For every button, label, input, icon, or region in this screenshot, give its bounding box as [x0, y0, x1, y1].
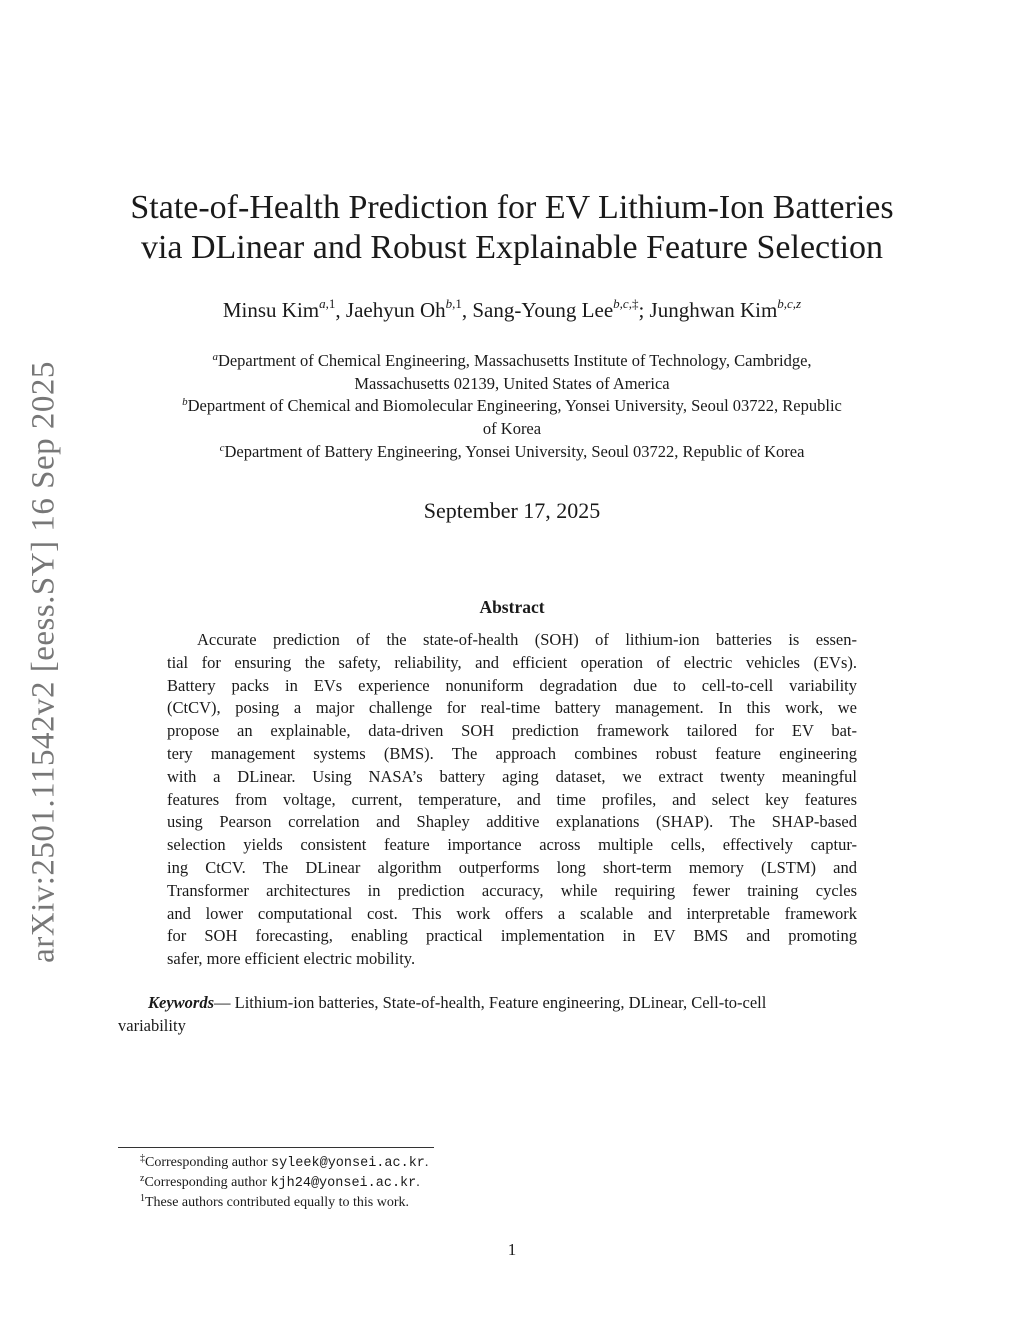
affiliation-text: Department of Chemical Engineering, Massachusetts Institute of Technology, Cambridge, — [217, 351, 812, 370]
affiliation-text: Department of Chemical and Biomolecular Engineering, Yonsei University, Seoul 03722, Republic — [187, 396, 842, 415]
footnote-email[interactable]: kjh24@yonsei.ac.kr — [270, 1176, 417, 1191]
footnote-equal-contribution — [140, 1193, 409, 1211]
affiliation-text: Massachusetts 02139, United States of America — [354, 373, 670, 393]
abstract-line: propose an explainable, data-driven SOH prediction framework tailored for EV bat- — [167, 721, 857, 741]
author-affiliation-mark: b,1 — [445, 296, 462, 311]
abstract-line: tery management systems (BMS). The approach combines robust feature engineering — [167, 743, 857, 763]
keywords-list: Lithium-ion batteries, State-of-health, Feature engineering, DLinear, Cell-to-cell — [234, 993, 767, 1012]
abstract-line: Transformer architectures in prediction accuracy, while requiring fewer training cycles — [167, 880, 857, 900]
abstract-line: with a DLinear. Using NASA’s battery aging dataset, we extract twenty meaningful — [167, 766, 857, 786]
abstract-line: (CtCV), posing a major challenge for real-time battery management. In this work, we — [167, 698, 857, 718]
footnote-email[interactable]: syleek@yonsei.ac.kr — [270, 1156, 425, 1171]
abstract-line: safer, more efficient electric mobility. — [167, 949, 416, 969]
footnote-mark: z — [140, 1173, 145, 1184]
footnote-text: These authors contributed equally to this work. — [145, 1195, 409, 1210]
author-name: Junghwan Kim — [649, 298, 778, 322]
footnote-mark: ‡ — [140, 1153, 145, 1164]
footnote-text: Corresponding author — [145, 1155, 271, 1170]
footnote-corresponding-author-1: ‡Corresponding author syleek@yonsei.ac.kr. — [140, 1153, 429, 1171]
arxiv-identifier-stamp: arXiv:2501.11542v2 [eess.SY] 16 Sep 2025 — [25, 361, 62, 963]
keywords-dash: — — [214, 993, 235, 1012]
abstract-line: Battery packs in EVs experience nonuniform degradation due to cell-to-cell variability — [167, 675, 857, 695]
keywords-section — [118, 991, 908, 1037]
author-name: Minsu Kim — [222, 298, 320, 322]
author-affiliation-mark: a,1 — [319, 296, 336, 311]
paper-title — [100, 188, 924, 268]
abstract-line: tial for ensuring the safety, reliability, and efficient operation of electric vehicles (EVs). — [167, 652, 857, 672]
abstract-line: Accurate prediction of the state-of-health (SOH) of lithium-ion batteries is essen- — [197, 630, 857, 649]
affiliation-mark: c — [219, 442, 225, 454]
author-name: Jaehyun Oh — [345, 298, 446, 322]
publication-date: September 17, 2025 — [423, 498, 601, 523]
author-name: Sang-Young Lee — [472, 298, 614, 322]
abstract-body — [167, 629, 857, 971]
footnote-corresponding-author-2: $^z$Corresponding author kjh24@yonsei.ac.kr. — [140, 1173, 420, 1191]
affiliation-text: of Korea — [482, 418, 542, 438]
author-affiliation-mark: b,c,z — [777, 296, 802, 311]
abstract-line: features from voltage, current, temperature, and time profiles, and select key features — [167, 789, 857, 809]
footnote-text: Corresponding author — [144, 1175, 271, 1190]
affiliation-b — [110, 391, 914, 440]
footnote-mark: 1 — [140, 1193, 145, 1204]
keywords-list-continued: variability — [118, 1016, 186, 1035]
page-number: 1 — [507, 1240, 517, 1259]
affiliation-text: Department of Battery Engineering, Yonsei University, Seoul 03722, Republic of Korea — [224, 442, 805, 461]
title-line-2: via DLinear and Robust Explainable Feature Selection — [140, 229, 884, 266]
affiliation-a — [110, 346, 914, 395]
abstract-line: using Pearson correlation and Shapley additive explanations (SHAP). The SHAP-based — [167, 812, 857, 832]
abstract-line: and lower computational cost. This work offers a scalable and interpretable framework — [167, 903, 857, 923]
affiliation-mark: b — [182, 396, 188, 408]
abstract-line: for SOH forecasting, enabling practical implementation in EV BMS and promoting — [167, 926, 857, 946]
affiliation-mark: a — [212, 351, 218, 363]
abstract-line: ing CtCV. The DLinear algorithm outperforms long short-term memory (LSTM) and — [167, 857, 857, 877]
keywords-label: Keywords — [148, 993, 214, 1012]
title-line-1: State-of-Health Prediction for EV Lithium-Ion Batteries — [130, 189, 894, 226]
abstract-line: selection yields consistent feature importance across multiple cells, effectively captur- — [167, 835, 857, 855]
author-affiliation-mark: b,c,‡ — [613, 296, 639, 311]
footnote-divider — [118, 1147, 434, 1148]
affiliation-c — [110, 437, 914, 464]
abstract-heading: Abstract — [479, 597, 545, 617]
author-list: Minsu Kim$^{a,1}$, Jaehyun Oh$^{b,1}$, Sang-Young Lee$^{b,c,\ddagger}$; Junghwan Kim$^{b,c,z}$ — [222, 296, 802, 322]
